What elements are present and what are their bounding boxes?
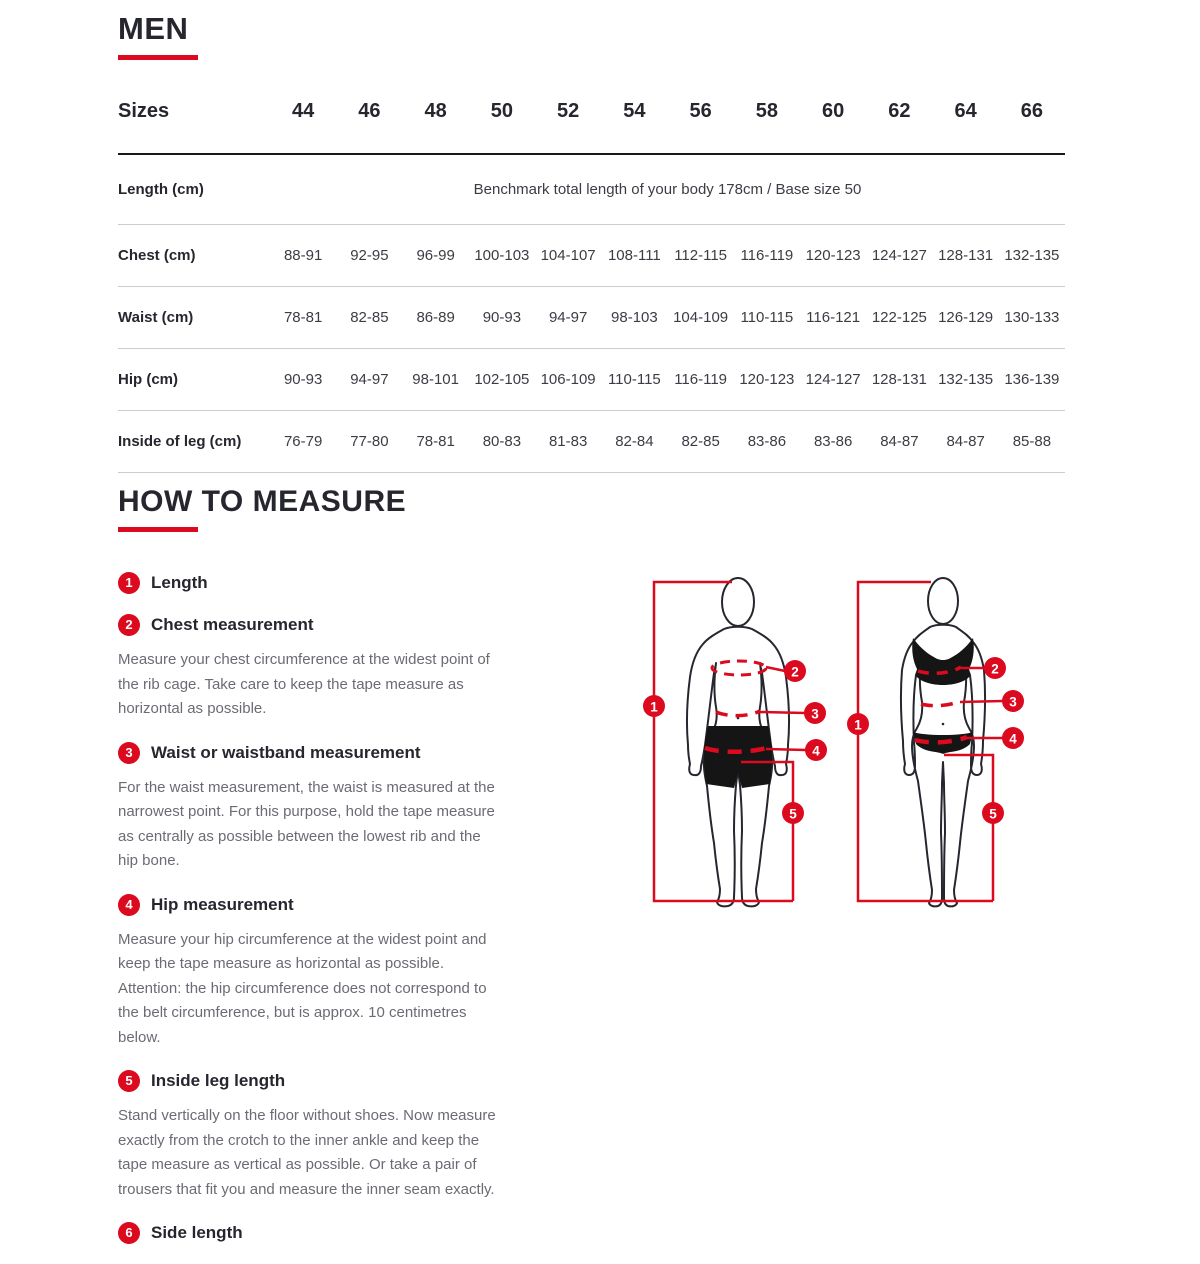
- table-cell: 104-109: [673, 309, 729, 326]
- row-label: Hip (cm): [118, 371, 178, 388]
- measure-item: [118, 1222, 518, 1244]
- table-cell: 98-103: [611, 309, 658, 326]
- step-number-badge: 4: [118, 894, 140, 916]
- table-cell: 81-83: [548, 433, 588, 450]
- table-cell: 82-84: [615, 433, 654, 450]
- row-label: Inside of leg (cm): [118, 433, 242, 450]
- table-cell: 80-83: [482, 433, 522, 450]
- female-waist-connector: [960, 701, 1003, 702]
- measure-list: [118, 572, 518, 1244]
- table-cell: 110-115: [607, 371, 661, 388]
- table-cell: 86-89: [416, 309, 455, 326]
- step-description: Measure your chest circumference at the widest point of the rib cage. Take care to keep the tape measure as horizontal as possible.: [118, 651, 490, 717]
- step-title: Chest measurement: [151, 615, 314, 634]
- measure-item: [118, 742, 518, 874]
- table-cell: 120-123: [739, 371, 795, 388]
- size-column-header: 64: [954, 100, 977, 122]
- table-cell: 116-119: [740, 247, 794, 264]
- size-column-header: 58: [755, 100, 778, 122]
- table-cell: 126-129: [938, 309, 994, 326]
- table-cell: 136-139: [1004, 371, 1060, 388]
- svg-text:2: 2: [791, 664, 799, 680]
- male-hip-connector: [766, 749, 806, 750]
- male-head: [722, 578, 754, 626]
- how-to-measure-underline: [118, 527, 198, 532]
- table-cell: 132-135: [1004, 247, 1060, 264]
- row-span-text: Benchmark total length of your body 178cm / Base size 50: [473, 181, 862, 198]
- measure-item: [118, 894, 518, 1051]
- table-cell: 94-97: [350, 371, 389, 388]
- size-column-header: 54: [623, 100, 646, 122]
- svg-text:3: 3: [1009, 694, 1017, 710]
- sizes-header-label: Sizes: [118, 100, 170, 122]
- size-column-header: 52: [557, 100, 580, 122]
- table-row: [118, 225, 1065, 287]
- size-column-header: 66: [1020, 100, 1043, 122]
- step-number-badge: 2: [118, 614, 140, 636]
- step-number-badge: 3: [118, 742, 140, 764]
- table-cell: 102-105: [474, 371, 530, 388]
- table-cell: 83-86: [813, 433, 853, 450]
- female-marker-2: [984, 657, 1006, 679]
- table-cell: 94-97: [548, 309, 588, 326]
- table-cell: 82-85: [681, 433, 720, 450]
- table-cell: 100-103: [474, 247, 530, 264]
- table-cell: 78-81: [416, 433, 455, 450]
- table-cell: 122-125: [871, 309, 927, 326]
- step-number-badge: 1: [118, 572, 140, 594]
- table-cell: 112-115: [674, 247, 728, 264]
- male-marker-3: [804, 702, 826, 724]
- size-column-header: 62: [888, 100, 911, 122]
- size-column-header: 50: [490, 100, 513, 122]
- table-cell: 77-80: [350, 433, 389, 450]
- male-marker-1: [643, 695, 665, 717]
- svg-text:5: 5: [989, 806, 997, 822]
- step-description: Measure your hip circumference at the widest point and keep the tape measure as horizontal as possible. Attention: the hip circumference does not correspond to the belt circumference, but is approx. 10 centimetres below.: [118, 930, 487, 1046]
- male-marker-2: [784, 660, 806, 682]
- table-cell: 128-131: [938, 247, 994, 264]
- page-title: MEN: [118, 11, 189, 46]
- table-cell: 116-119: [674, 371, 728, 388]
- female-marker-5: [982, 802, 1004, 824]
- table-cell: 116-121: [806, 309, 861, 326]
- step-number-badge: 5: [118, 1070, 140, 1092]
- measurement-diagram-svg: [620, 555, 1040, 920]
- table-cell: 83-86: [747, 433, 787, 450]
- step-title: Waist or waistband measurement: [151, 742, 421, 762]
- step-description: For the waist measurement, the waist is measured at the narrowest point. For this purpose, hold the tape measure as centrally as possible between the lowest rib and the hip bone.: [118, 778, 495, 869]
- table-cell: 76-79: [283, 433, 323, 450]
- row-label: Length (cm): [118, 181, 204, 198]
- female-marker-3: [1002, 690, 1024, 712]
- female-figure-diagram: [847, 578, 1024, 906]
- table-row: [118, 349, 1065, 411]
- svg-text:5: 5: [789, 806, 797, 822]
- table-cell: 106-109: [540, 371, 596, 388]
- step-number-badge: 6: [118, 1222, 140, 1244]
- size-column-header: 48: [424, 100, 447, 122]
- table-cell: 108-111: [607, 247, 661, 264]
- female-marker-4: [1002, 727, 1024, 749]
- table-cell: 124-127: [805, 371, 861, 388]
- table-cell: 82-85: [350, 309, 389, 326]
- table-cell: 110-115: [740, 309, 794, 326]
- svg-text:4: 4: [1009, 731, 1017, 747]
- female-marker-1: [847, 713, 869, 735]
- svg-text:1: 1: [854, 717, 862, 733]
- table-cell: 90-93: [482, 309, 522, 326]
- svg-text:1: 1: [650, 699, 658, 715]
- table-cell: 120-123: [805, 247, 861, 264]
- table-cell: 92-95: [350, 247, 389, 264]
- size-column-header: 60: [822, 100, 845, 122]
- male-marker-4: [805, 739, 827, 761]
- step-title: Inside leg length: [151, 1071, 286, 1090]
- table-cell: 104-107: [540, 247, 596, 264]
- table-row: [118, 287, 1065, 349]
- size-column-header: 44: [292, 100, 315, 122]
- how-to-measure-title: HOW TO MEASURE: [118, 485, 407, 518]
- size-table-body: [118, 155, 1065, 473]
- svg-text:3: 3: [811, 706, 819, 722]
- table-cell: 88-91: [283, 247, 323, 264]
- table-cell: 78-81: [283, 309, 323, 326]
- male-waist-connector: [760, 712, 805, 713]
- male-shorts: [704, 726, 772, 788]
- table-row: [118, 155, 1065, 225]
- measurement-diagram: [620, 555, 1040, 920]
- measure-item: [118, 1070, 518, 1202]
- table-cell: 96-99: [416, 247, 455, 264]
- row-label: Chest (cm): [118, 247, 196, 264]
- table-cell: 124-127: [871, 247, 927, 264]
- measure-item: [118, 614, 518, 722]
- table-cell: 85-88: [1012, 433, 1052, 450]
- female-navel: [942, 723, 945, 726]
- measure-item: [118, 572, 518, 594]
- size-column-header: 46: [358, 100, 381, 122]
- step-description: Stand vertically on the floor without shoes. Now measure exactly from the crotch to the inner ankle and keep the tape measure as vertical as possible. Or take a pair of trousers that fit you and measure the inner seam exactly.: [118, 1107, 496, 1198]
- row-label: Waist (cm): [118, 309, 194, 326]
- table-cell: 132-135: [938, 371, 994, 388]
- step-title: Side length: [151, 1223, 243, 1242]
- male-figure-diagram: [643, 578, 827, 906]
- step-title: Length: [151, 573, 208, 592]
- table-cell: 90-93: [283, 371, 323, 388]
- male-marker-5: [782, 802, 804, 824]
- step-title: Hip measurement: [151, 894, 294, 914]
- svg-text:4: 4: [812, 743, 820, 759]
- table-cell: 84-87: [880, 433, 919, 450]
- size-column-header: 56: [689, 100, 712, 122]
- table-cell: 128-131: [871, 371, 927, 388]
- female-head: [928, 578, 958, 624]
- table-cell: 98-101: [412, 371, 459, 388]
- table-cell: 130-133: [1004, 309, 1060, 326]
- sizes-header-row: [118, 60, 1065, 155]
- table-cell: 84-87: [946, 433, 985, 450]
- table-row: [118, 411, 1065, 473]
- svg-text:2: 2: [991, 661, 999, 677]
